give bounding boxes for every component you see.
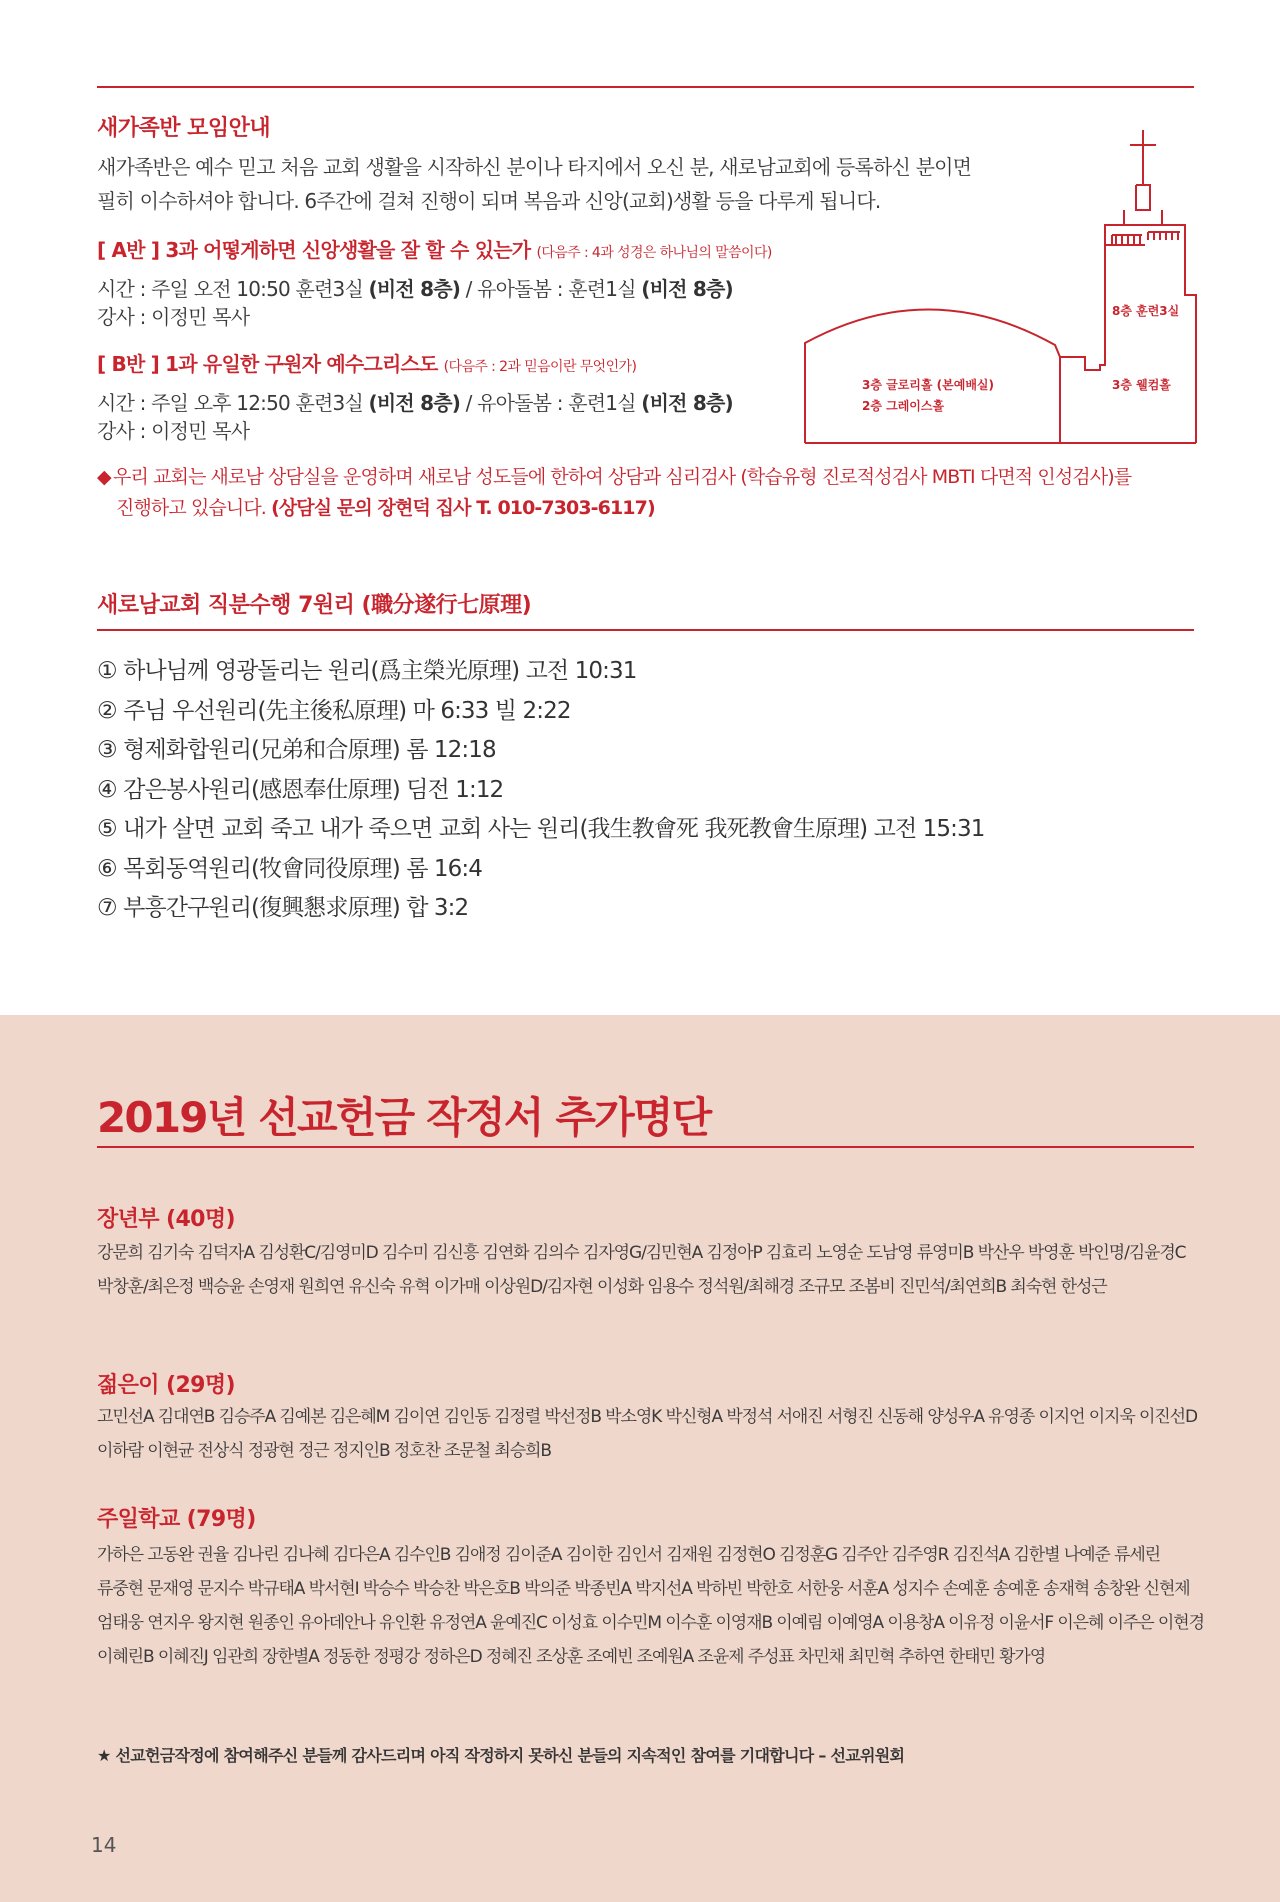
principle-item: ⑤ 내가 살면 교회 죽고 내가 죽으면 교회 사는 원리(我生教會死 我死教會生原理) 고전 15:31 xyxy=(97,816,985,842)
group-names-sunday-school: 가하은 고동완 권율 김나린 김나혜 김다은A 김수인B 김애정 김이준A 김이한 김인서 김재원 김정현O 김정훈G 김주안 김주영R 김진석A 김한별 나예준 류세린 류중현 문재영 문지수 박규태A 박서현I 박승수 박승찬 박은호B 박의준 박종빈A 박지선A 박하빈 박한호 서한웅 서훈A 성지수 손예훈 송예훈 송재혁 송창완 신현제 엄태웅 연지우 왕지현 원종인 유아데안나 유인환 유정연A 윤예진C 이성효 이수민M 이수훈 이영재B 이예림 이예영A 이용창A 이유정 이윤서F 이은혜 이주은 이현경 이혜린B 이혜진J 임관희 장한별A 정동한 정평강 정하은D 정혜진 조상훈 조예빈 조예원A 조윤제 주성표 차민채 최민혁 추하연 한태민 황가영 xyxy=(97,1545,1204,1667)
notice-line2: 진행하고 있습니다. xyxy=(116,497,272,519)
class-b-time-prefix: 시간 : 주일 오후 12:50 훈련3실 xyxy=(97,391,369,415)
spire-base xyxy=(1124,210,1162,225)
group-title-youth: 젊은이 (29명) xyxy=(97,1373,235,1398)
church-building-map xyxy=(800,125,1200,450)
class-b-time-mid: / 유아돌봄 : 훈련1실 xyxy=(460,391,642,415)
group-names-youth: 고민선A 김대연B 김승주A 김예본 김은혜M 김이연 김인동 김정렬 박선정B 박소영K 박신형A 박정석 서애진 서형진 신동해 양성우A 유영종 이지언 이지욱 이진선D 이하람 이현균 전상식 정광현 정근 정지인B 정호찬 조문철 최승희B xyxy=(97,1407,1197,1461)
class-b-note: (다음주 : 2과 믿음이란 무엇인가) xyxy=(443,359,637,375)
principle-item: ① 하나님께 영광돌리는 원리(爲主榮光原理) 고전 10:31 xyxy=(97,658,637,684)
page-number: 14 xyxy=(91,1833,117,1857)
diamond-icon: ◆ xyxy=(97,466,111,488)
group-title-adult: 장년부 (40명) xyxy=(97,1207,235,1232)
newfamily-intro-line2: 필히 이수하셔야 합니다. 6주간에 걸쳐 진행이 되며 복음과 신앙(교회)생활 등을 다루게 됩니다. xyxy=(97,189,881,213)
thanks-note: ★ 선교헌금작정에 참여해주신 분들께 감사드리며 아직 작정하지 못하신 분들의 지속적인 참여를 기대합니다 – 선교위원회 xyxy=(97,1746,905,1765)
class-a-head xyxy=(97,234,772,263)
principle-item: ② 주님 우선원리(先主後私原理) 마 6:33 빌 2:22 xyxy=(97,697,571,724)
class-b-location-2: (비전 8층) xyxy=(641,391,733,415)
newfamily-title: 새가족반 모임안내 xyxy=(97,116,271,141)
notice-line2-wrap xyxy=(97,493,1207,524)
principle-item: ⑥ 목회동역원리(牧會同役原理) 롬 16:4 xyxy=(97,855,482,882)
class-a-title: [ A반 ] 3과 어떻게하면 신앙생활을 잘 할 수 있는가 xyxy=(97,238,531,262)
class-a-location-2: (비전 8층) xyxy=(641,277,733,301)
mission-title: 2019년 선교헌금 작정서 추가명단 xyxy=(97,1093,711,1142)
class-b-teacher: 강사 : 이정민 목사 xyxy=(97,419,250,443)
class-b-head xyxy=(97,348,636,377)
group-title-sunday-school: 주일학교 (79명) xyxy=(97,1507,256,1532)
top-rule xyxy=(97,86,1194,88)
label-3f-glory: 3층 글로리홀 (본예배실) xyxy=(862,378,995,392)
principle-item: ③ 형제화합원리(兄弟和合原理) 롬 12:18 xyxy=(97,737,496,763)
class-b-title: [ B반 ] 1과 유일한 구원자 예수그리스도 xyxy=(97,352,438,376)
class-a-time-mid: / 유아돌봄 : 훈련1실 xyxy=(460,277,642,301)
class-a-location-1: (비전 8층) xyxy=(368,277,461,301)
notice-line1: 우리 교회는 새로남 상담실을 운영하며 새로남 성도들에 한하여 상담과 심리검사 (학습유형 진로적성검사 MBTI 다면적 인성검사)를 xyxy=(113,466,1132,488)
class-a-note: (다음주 : 4과 성경은 하나님의 말씀이다) xyxy=(536,245,772,261)
counseling-notice xyxy=(97,462,1207,524)
mission-rule xyxy=(97,1146,1194,1148)
class-b-location-1: (비전 8층) xyxy=(368,391,461,415)
hall-step xyxy=(1060,357,1105,443)
tower-left-wall xyxy=(1100,245,1105,365)
principles-rule xyxy=(97,629,1194,631)
newfamily-intro-line1: 새가족반은 예수 믿고 처음 교회 생활을 시작하신 분이나 타지에서 오신 분, 새로남교회에 등록하신 분이면 xyxy=(97,155,972,179)
label-3f-welcome: 3층 웰컴홀 xyxy=(1112,378,1171,392)
class-a-teacher: 강사 : 이정민 목사 xyxy=(97,305,250,329)
spire-top xyxy=(1136,185,1150,210)
group-names-adult: 강문희 김기숙 김덕자A 김성환C/김영미D 김수미 김신흥 김연화 김의수 김자영G/김민현A 김정아P 김효리 노영순 도남영 류영미B 박산우 박영훈 박인명/김윤경C 박창훈/최은정 백승윤 손영재 원희연 유신숙 유혁 이가매 이상원D/김자현 이성화 임용수 정석원/최해경 조규모 조봄비 진민석/최연희B 최숙현 한성근 xyxy=(97,1243,1186,1297)
principles-list xyxy=(97,652,984,929)
hall-dome xyxy=(805,309,1060,443)
tower-right-wall xyxy=(1185,235,1196,443)
label-2f-grace: 2층 그레이스홀 xyxy=(862,399,945,413)
principles-title: 새로남교회 직분수행 7원리 (職分遂行七原理) xyxy=(97,593,532,618)
notice-contact: (상담실 문의 장현덕 집사 T. 010-7303-6117) xyxy=(271,497,655,519)
principle-item: ⑦ 부흥간구원리(復興懇求原理) 합 3:2 xyxy=(97,895,469,921)
principle-item: ④ 감은봉사원리(感恩奉仕原理) 딤전 1:12 xyxy=(97,776,504,803)
label-8f: 8층 훈련3실 xyxy=(1112,304,1180,318)
class-a-time-prefix: 시간 : 주일 오전 10:50 훈련3실 xyxy=(97,277,369,301)
